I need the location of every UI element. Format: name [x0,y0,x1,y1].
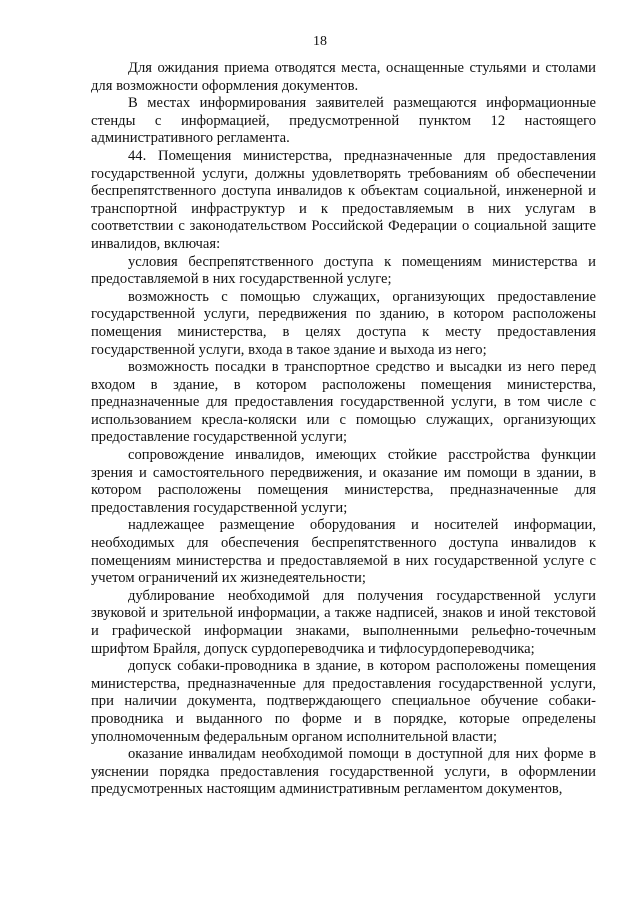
paragraph-item-44: 44. Помещения министерства, предназначенные для предоставления государственной услуги, должны удовлетворять требованиям об обеспечении беспрепятственного доступа инвалидов к объектам социальной, инженерной и транспортной инфраструктур и к предоставляемым в них услугам в соответствии с законодательством Российской Федерации о социальной защите инвалидов, включая: [91,147,596,252]
paragraph-transport-boarding: возможность посадки в транспортное средство и высадки из него перед входом в здание, в котором расположены помещения министерства, предназначенные для предоставления государственной услуги, в том числе с использованием кресла-коляски или с помощью служащих, организующих предоставление государственной услуги; [91,359,596,446]
paragraph-information-stands: В местах информирования заявителей размещаются информационные стенды с информацией, предусмотренной пунктом 12 настоящего административного регламента. [91,95,596,147]
paragraph-access-conditions: условия беспрепятственного доступа к помещениям министерства и предоставляемой в них государственной услуге; [91,253,596,288]
page-number: 18 [313,34,327,49]
paragraph-escort: сопровождение инвалидов, имеющих стойкие расстройства функции зрения и самостоятельного передвижения, и оказание им помощи в здании, в котором расположены помещения министерства, предназначенные для предоставления государственной услуги; [91,447,596,516]
paragraph-equipment-placement: надлежащее размещение оборудования и носителей информации, необходимых для обеспечения беспрепятственного доступа инвалидов к помещениям министерства и предоставляемой в них государственной услуге с учетом ограничений их жизнедеятельности; [91,517,596,587]
document-body [91,60,596,799]
paragraph-guide-dog: допуск собаки-проводника в здание, в котором расположены помещения министерства, предназначенные для предоставления государственной услуги, при наличии документа, подтверждающего специальное обучение собаки-проводника и выданного по форме и в порядке, которые определены уполномоченным федеральным органом исполнительной власти; [91,658,596,745]
paragraph-movement-assistance: возможность с помощью служащих, организующих предоставление государственной услуги, передвижения по зданию, в котором расположены помещения министерства, в целях доступа к месту предоставления государственной услуги, входа в такое здание и выхода из него; [91,288,596,358]
paragraph-assistance: оказание инвалидам необходимой помощи в доступной для них форме в уяснении порядка предоставления государственной услуги, в оформлении предусмотренных настоящим административным регламентом документов, [91,746,596,798]
paragraph-waiting-area: Для ожидания приема отводятся места, оснащенные стульями и столами для возможности оформления документов. [91,60,596,94]
paragraph-information-duplication: дублирование необходимой для получения государственной услуги звуковой и зрительной информации, а также надписей, знаков и иной текстовой и графической информации знаками, выполненными рельефно-точечным шрифтом Брайля, допуск сурдопереводчика и тифлосурдопереводчика; [91,587,596,657]
